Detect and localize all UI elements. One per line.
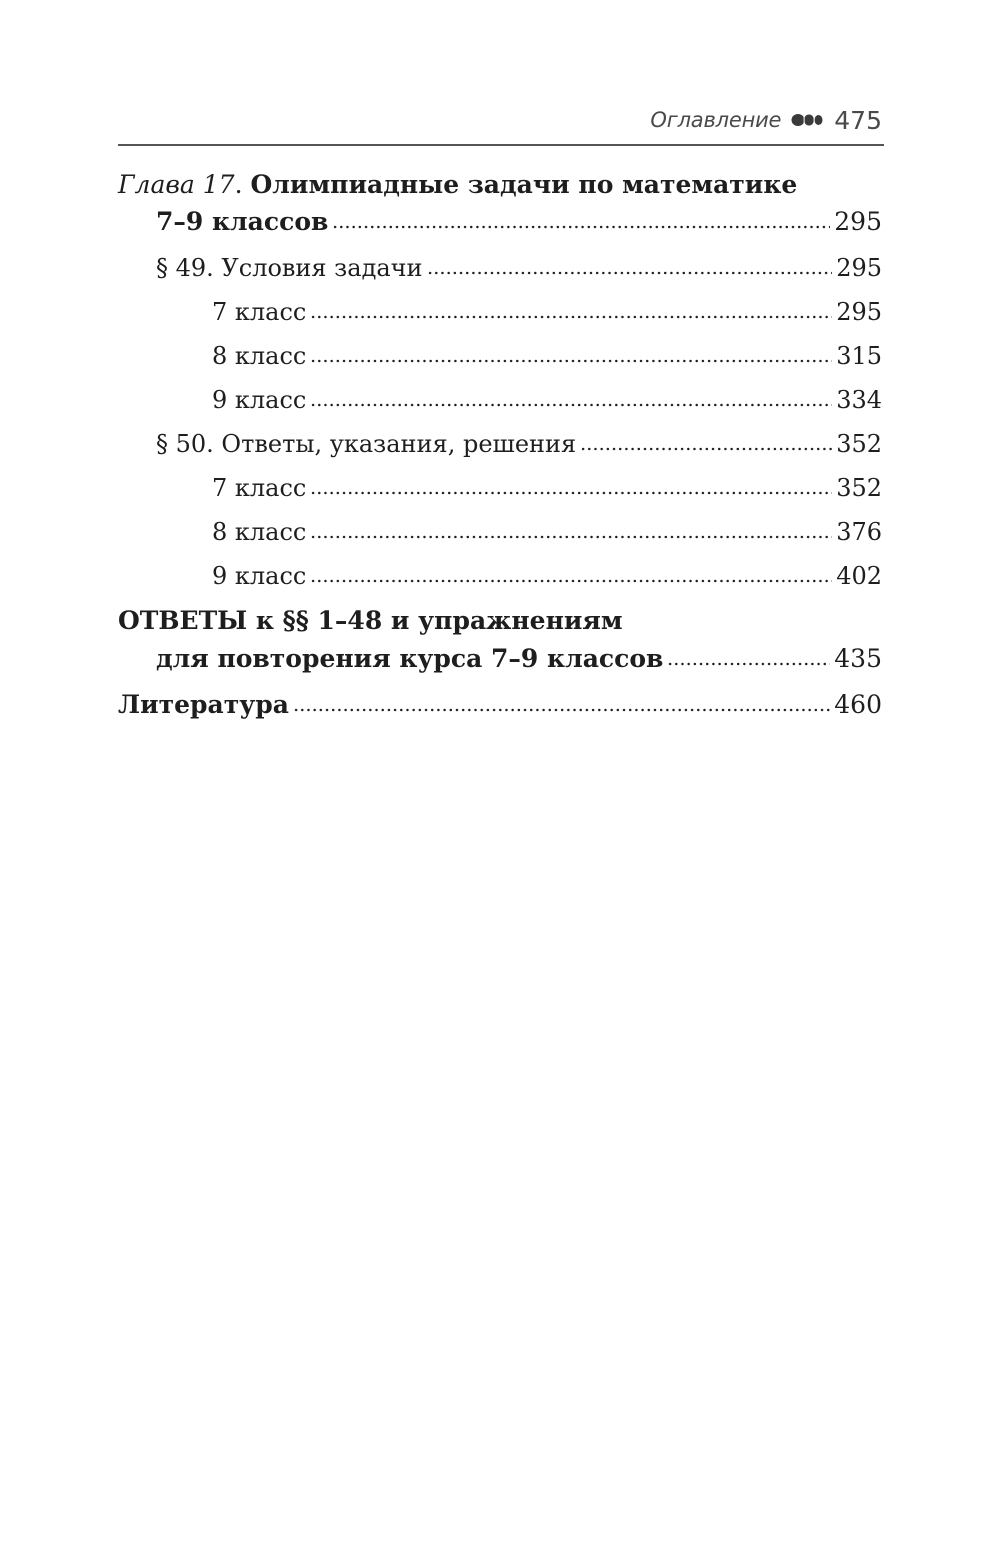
page-ref: 352: [836, 430, 882, 458]
toc-subitem[interactable]: [212, 298, 882, 326]
toc-subitem[interactable]: [212, 518, 882, 546]
subitem-label: 8 класс: [212, 518, 307, 546]
page-ref: 460: [834, 690, 882, 719]
subitem-label: 9 класс: [212, 386, 307, 414]
toc-subitem[interactable]: [212, 562, 882, 590]
section-49-entry[interactable]: [156, 254, 882, 282]
page-ref: 295: [836, 254, 882, 282]
section-title: § 49. Условия задачи: [156, 254, 423, 282]
toc-subitem[interactable]: [212, 342, 882, 370]
dot-leader: [310, 359, 832, 363]
page-number: 475: [834, 105, 882, 135]
subitem-label: 7 класс: [212, 474, 307, 502]
page-ref: 402: [836, 562, 882, 590]
dot-leader: [310, 579, 832, 583]
dot-leader: [667, 662, 830, 666]
running-header: [118, 100, 884, 146]
running-title: Оглавление: [650, 108, 782, 132]
triple-dot-ornament-icon: [791, 113, 825, 127]
dot-leader: [293, 708, 830, 712]
literature-title: Литература: [118, 690, 289, 719]
page-ref: 435: [834, 644, 882, 673]
page-ref: 376: [836, 518, 882, 546]
page-ref: 295: [836, 298, 882, 326]
answers-title-continued: для повторения курса 7–9 классов: [156, 644, 664, 673]
toc-subitem[interactable]: [212, 386, 882, 414]
answers-entry[interactable]: [156, 644, 882, 673]
dot-leader: [580, 447, 832, 451]
chapter-17-heading: [118, 170, 882, 199]
page-ref: 352: [836, 474, 882, 502]
dot-leader: [427, 271, 833, 275]
section-50-entry[interactable]: [156, 430, 882, 458]
literature-entry[interactable]: [118, 690, 882, 719]
chapter-title: Олимпиадные задачи по математике: [250, 170, 798, 199]
section-title: § 50. Ответы, указания, решения: [156, 430, 577, 458]
subitem-label: 9 класс: [212, 562, 307, 590]
answers-title: ОТВЕТЫ к §§ 1–48 и упражнениям: [118, 606, 623, 635]
dot-leader: [310, 491, 832, 495]
dot-leader: [332, 225, 830, 229]
toc-subitem[interactable]: [212, 474, 882, 502]
dot-leader: [310, 403, 832, 407]
page-ref: 334: [836, 386, 882, 414]
chapter-label: Глава 17: [118, 170, 235, 199]
dot-leader: [310, 535, 832, 539]
chapter-separator: .: [234, 170, 243, 199]
dot-leader: [310, 315, 832, 319]
chapter-title-continued: 7–9 классов: [156, 207, 329, 236]
answers-heading: [118, 606, 882, 635]
page-ref: 295: [834, 207, 882, 236]
chapter-17-entry[interactable]: [156, 207, 882, 236]
subitem-label: 7 класс: [212, 298, 307, 326]
header-right: [650, 100, 882, 140]
subitem-label: 8 класс: [212, 342, 307, 370]
page-ref: 315: [836, 342, 882, 370]
